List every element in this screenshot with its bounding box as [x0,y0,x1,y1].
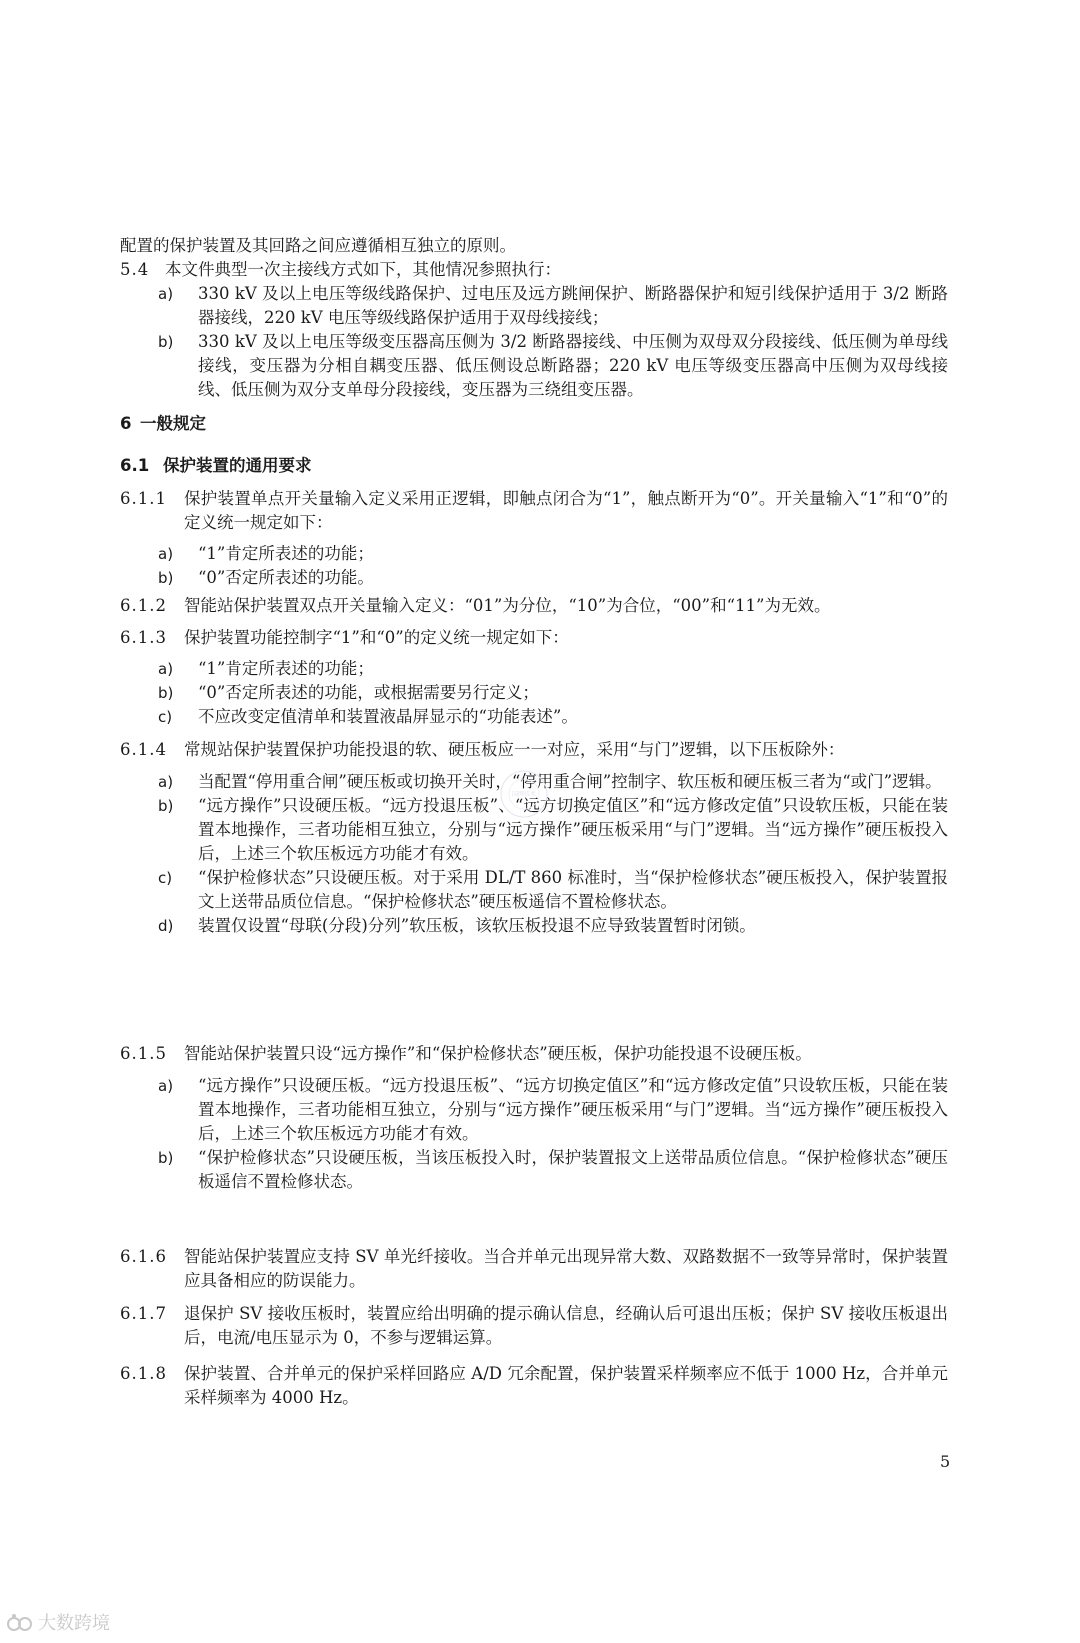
list-marker: a) [158,285,174,303]
clause-6-1-3 [120,626,948,650]
list-text: 当配置“停用重合闸”硬压板或切换开关时，“停用重合闸”控制字、软压板和硬压板三者为“或门”逻辑。 [198,772,942,791]
watermark-logo-icon [6,1613,34,1635]
subsection-title: 保护装置的通用要求 [163,456,312,475]
faint-stamp [498,768,550,820]
clause-number: 6.1.7 [120,1304,167,1323]
clause-text: 保护装置功能控制字“1”和“0”的定义统一规定如下： [184,628,569,647]
clause-6-1-1-block [0,487,1080,590]
clause-text: 智能站保护装置双点开关量输入定义：“01”为分位，“10”为合位，“00”和“11”为无效。 [184,596,831,615]
clause-6-1-2 [120,594,948,618]
continuation-paragraph: 配置的保护装置及其回路之间应遵循相互独立的原则。 [120,236,516,255]
list-text: 330 kV 及以上电压等级变压器高压侧为 3/2 断路器接线、中压侧为双母双分段接线、低压侧为单母线接线，变压器为分相自耦变压器、低压侧设总断路器；220 kV 电压等级变压器高中压侧为双母线接线、低压侧为双分支单母分段接线，变压器为三绕组变压器。 [198,332,948,399]
clause-6-1-3-block [0,626,1080,729]
list-text: “1”肯定所表述的功能； [198,659,374,678]
list-item [158,1146,948,1194]
clause-6-1-6 [120,1245,948,1293]
list-text: “0”否定所表述的功能，或根据需要另行定义； [198,683,539,702]
list-item [158,681,948,705]
page-number: 5 [940,1452,951,1471]
clause-6-1-1 [120,487,948,535]
clause-6-1-8 [120,1362,948,1410]
list-text: “远方操作”只设硬压板。“远方投退压板”、“远方切换定值区”和“远方修改定值”只设软压板，只能在装置本地操作，三者功能相互独立，分别与“远方操作”硬压板采用“与门”逻辑。当“远方操作”硬压板投入后，上述三个软压板远方功能才有效。 [198,1076,948,1143]
list-text: “保护检修状态”只设硬压板，当该压板投入时，保护装置报文上送带品质位信息。“保护检修状态”硬压板遥信不置检修状态。 [198,1148,948,1191]
list-marker: b) [158,797,174,815]
stamp-text: 国网技术 [511,791,537,798]
clause-6-1-5-block [0,1042,1080,1194]
list-text: “0”否定所表述的功能。 [198,568,374,587]
section-heading [120,412,1080,436]
section-6-1-heading-block [0,454,1080,478]
subsection-heading [120,454,1080,478]
clause-6-1-7-block [0,1302,1080,1350]
clause-number: 6.1.8 [120,1364,167,1383]
section-6-heading-block [0,412,1080,436]
clause-text: 保护装置单点开关量输入定义采用正逻辑，即触点闭合为“1”，触点断开为“0”。开关量输入“1”和“0”的定义统一规定如下： [184,489,948,532]
list-marker: b) [158,1149,174,1167]
watermark-text: 大数跨境 [38,1613,110,1634]
list-text: 不应改变定值清单和装置液晶屏显示的“功能表述”。 [198,707,578,726]
clause-text: 智能站保护装置只设“远方操作”和“保护检修状态”硬压板，保护功能投退不设硬压板。 [184,1044,812,1063]
list-item [158,705,948,729]
clause-number: 5.4 [120,260,150,279]
clause-number: 6.1.4 [120,740,167,759]
list-marker: c) [158,869,173,887]
clause-text: 保护装置、合并单元的保护采样回路应 A/D 冗余配置，保护装置采样频率应不低于 1000 Hz，合并单元采样频率为 4000 Hz。 [184,1364,948,1407]
list-item [158,657,948,681]
list-item [158,770,948,794]
section-title: 一般规定 [140,414,206,433]
list-marker: a) [158,773,174,791]
clause-6-1-7 [120,1302,948,1350]
clause-text: 常规站保护装置保护功能投退的软、硬压板应一一对应，采用“与门”逻辑，以下压板除外： [184,740,845,759]
list-marker: b) [158,684,174,702]
list-item [158,794,948,866]
list-marker: d) [158,917,174,935]
clause-6-1-2-block [0,594,1080,618]
clause-text: 智能站保护装置应支持 SV 单光纤接收。当合并单元出现异常大数、双路数据不一致等异常时，保护装置应具备相应的防误能力。 [184,1247,948,1290]
clause-number: 6.1.6 [120,1247,167,1266]
watermark [6,1612,110,1636]
list-marker: a) [158,660,174,678]
list-text: “远方操作”只设硬压板。“远方投退压板”、“远方切换定值区”和“远方修改定值”只设软压板，只能在装置本地操作，三者功能相互独立，分别与“远方操作”硬压板采用“与门”逻辑。当“远方操作”硬压板投入后，上述三个软压板远方功能才有效。 [198,796,948,863]
list-text: 装置仅设置“母联(分段)分列”软压板，该软压板投退不应导致装置暂时闭锁。 [198,916,756,935]
list-item [158,1074,948,1146]
list-text: “1”肯定所表述的功能； [198,544,374,563]
list-text: “保护检修状态”只设硬压板。对于采用 DL/T 860 标准时，当“保护检修状态”硬压板投入，保护装置报文上送带品质位信息。“保护检修状态”硬压板遥信不置检修状态。 [198,868,948,911]
section-number: 6 [120,414,132,433]
intro-block [0,234,1080,402]
list-marker: a) [158,1077,174,1095]
clause-text: 本文件典型一次主接线方式如下，其他情况参照执行： [165,260,561,279]
list-marker: b) [158,333,174,351]
subsection-number: 6.1 [120,456,150,475]
clause-6-1-4 [120,738,948,762]
clause-number: 6.1.1 [120,489,167,508]
list-item [158,542,948,566]
list-item [158,914,948,938]
list-text: 330 kV 及以上电压等级线路保护、过电压及远方跳闸保护、断路器保护和短引线保护适用于 3/2 断路器接线，220 kV 电压等级线路保护适用于双母线接线； [198,284,948,327]
clause-number: 6.1.5 [120,1044,167,1063]
list-item [158,330,948,402]
clause-6-1-8-block [0,1362,1080,1410]
list-marker: b) [158,569,174,587]
clause-6-1-6-block [0,1245,1080,1293]
list-item [158,566,948,590]
list-marker: c) [158,708,173,726]
list-item [158,282,948,330]
clause-text: 退保护 SV 接收压板时，装置应给出明确的提示确认信息，经确认后可退出压板；保护 SV 接收压板退出后，电流/电压显示为 0，不参与逻辑运算。 [184,1304,948,1347]
clause-5-4 [120,258,948,282]
clause-number: 6.1.2 [120,596,167,615]
list-marker: a) [158,545,174,563]
clause-number: 6.1.3 [120,628,167,647]
clause-6-1-5 [120,1042,948,1066]
list-item [158,866,948,914]
